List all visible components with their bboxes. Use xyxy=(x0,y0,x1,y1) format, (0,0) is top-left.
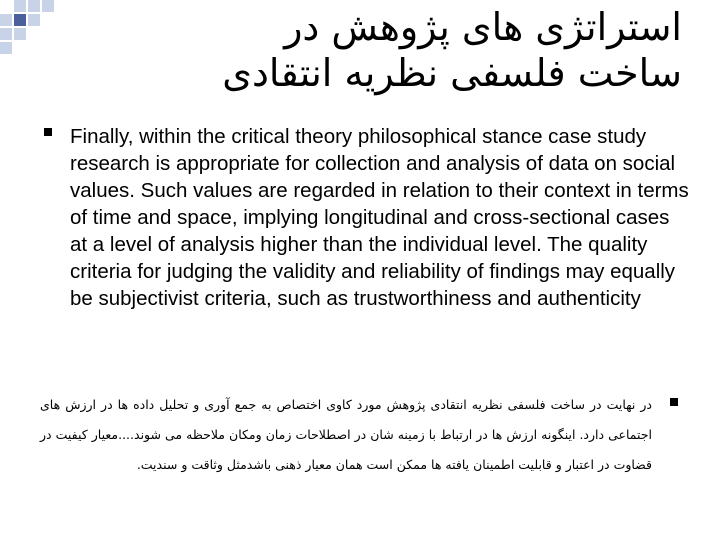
persian-paragraph: در نهایت در ساخت فلسفی نظریه انتقادی پژوهش مورد کاوی اختصاص به جمع آوری و تحلیل داده ها در ارزش های اجتماعی دارد. اینگونه ارزش ها در ارتباط با زمینه شان در اصطلاحات زمان ومکان ملاحظه می شوند....معیار کیفیت در قضاوت در اعتبار و قابلیت اطمینان یافته ها ممکن است همان معیار ذهنی باشدمثل وثاقت و سندیت. xyxy=(40,397,652,472)
bullet-marker-2 xyxy=(670,398,678,406)
english-paragraph: Finally, within the critical theory philosophical stance case study research is appropriate for collection and analysis of data on social values. Such values are regarded in relation to their context in terms of time and space, implying longitudinal and cross-sectional cases at a level of analysis higher than the individual level. The quality criteria for judging the validity and reliability of findings may equally be subjectivist criteria, such as trustworthiness and authenticity xyxy=(70,125,689,310)
slide-title-line-1: استراتژی های پژوهش در xyxy=(284,5,682,49)
bullet-marker-1 xyxy=(44,128,52,136)
slide-title-line-2: ساخت فلسفی نظریه انتقادی xyxy=(222,51,682,95)
slide-title xyxy=(2,4,682,96)
